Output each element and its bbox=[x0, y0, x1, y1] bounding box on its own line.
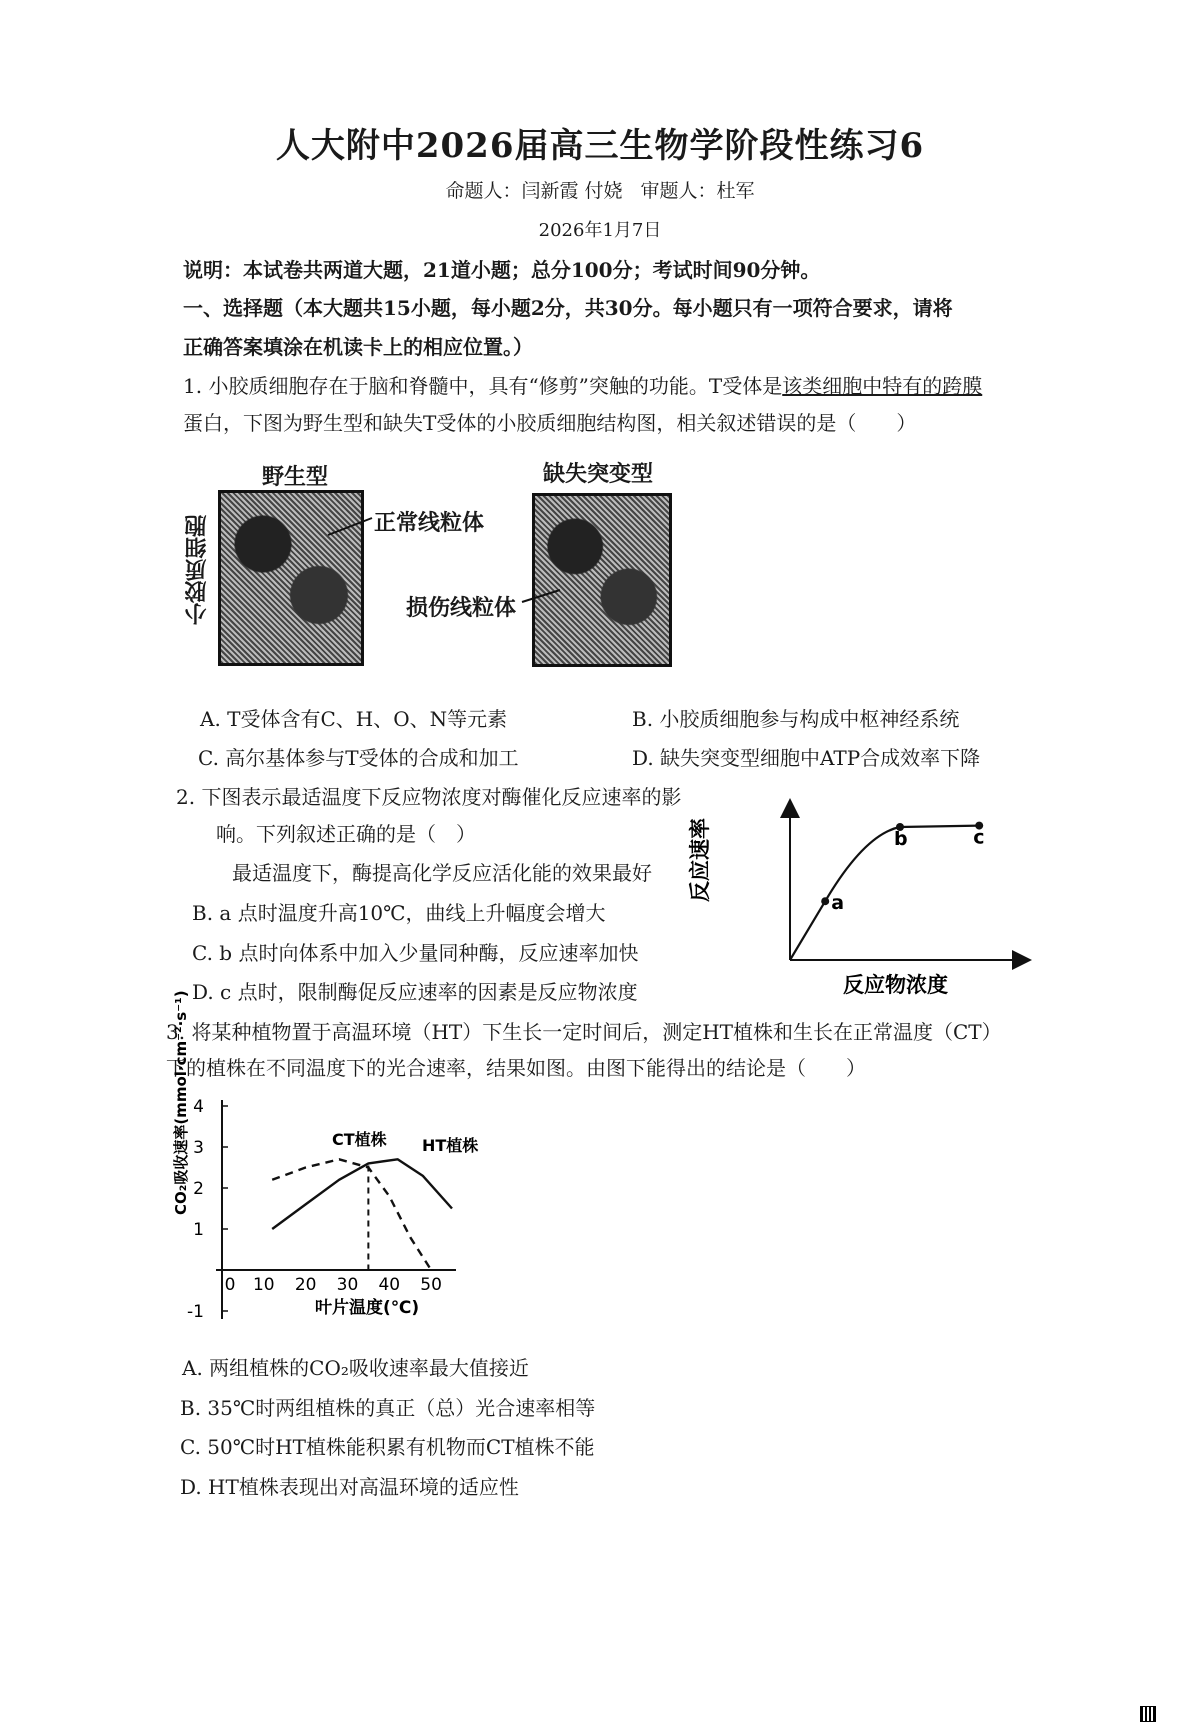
q2-points bbox=[821, 822, 984, 915]
q3-ytick-label: 1 bbox=[193, 1220, 204, 1240]
q2-point-a bbox=[821, 897, 829, 905]
q3-ytick-label: -1 bbox=[187, 1302, 204, 1322]
q2-point-label-a: a bbox=[831, 892, 845, 915]
q3-xtick-label: 30 bbox=[336, 1275, 359, 1295]
q1-option-c: C. 高尔基体参与T受体的合成和加工 bbox=[198, 746, 519, 770]
q2-stem-line1: 2. 下图表示最适温度下反应物浓度对酶催化反应速率的影 bbox=[176, 785, 682, 809]
q3-xlabel: 叶片温度(℃) bbox=[315, 1298, 420, 1318]
q1-stem-line1-a: 1. 小胶质细胞存在于脑和脊髓中，具有“修剪”突触的功能。T受体是 bbox=[183, 374, 783, 398]
q2-rate-curve bbox=[790, 826, 979, 960]
q1-damaged-mito-label: 损伤线粒体 bbox=[406, 596, 517, 621]
q1-cell-label: 小胶质细胞 bbox=[185, 515, 210, 625]
q3-xtick-label: 20 bbox=[294, 1275, 317, 1295]
q1-wild-label: 野生型 bbox=[262, 465, 329, 490]
q2-chart bbox=[688, 800, 1030, 1005]
normal-mito-pointer bbox=[328, 518, 372, 535]
q2-option-a: 最适温度下，酶提高化学反应活化能的效果最好 bbox=[232, 861, 652, 885]
page-title: 人大附中2026届高三生物学阶段性练习6 bbox=[275, 126, 925, 166]
damaged-mito-pointer bbox=[522, 590, 560, 602]
section-heading-line1: 一、选择题（本大题共15小题，每小题2分，共30分。每小题只有一项符合要求，请将 bbox=[183, 296, 953, 320]
reviewer-label: 审题人：杜军 bbox=[640, 180, 755, 202]
q1-stem-line1-b: 该类细胞中特有的跨膜 bbox=[782, 374, 983, 398]
q3-xtick-label: 10 bbox=[252, 1275, 275, 1295]
q3-option-b: B. 35℃时两组植株的真正（总）光合速率相等 bbox=[180, 1396, 596, 1420]
q2-point-label-b: b bbox=[894, 828, 908, 850]
q3-ytick-label: 3 bbox=[193, 1138, 204, 1158]
q3-xtick-label: 40 bbox=[378, 1275, 401, 1295]
q3-series-label-ct: CT植株 bbox=[332, 1130, 387, 1149]
q3-ticks bbox=[187, 1097, 442, 1322]
q1-normal-mito-label: 正常线粒体 bbox=[374, 511, 485, 536]
q3-series-line-ct bbox=[272, 1159, 431, 1270]
qr-code-icon bbox=[1140, 1706, 1156, 1722]
q3-ytick-label: 4 bbox=[193, 1097, 204, 1117]
q2-option-b: B. a 点时温度升高10℃，曲线上升幅度会增大 bbox=[192, 901, 606, 925]
exam-date: 2026年1月7日 bbox=[538, 220, 662, 241]
q2-option-d: D. c 点时，限制酶促反应速率的因素是反应物浓度 bbox=[192, 980, 638, 1004]
q1-option-d: D. 缺失突变型细胞中ATP合成效率下降 bbox=[632, 746, 981, 770]
q2-xlabel: 反应物浓度 bbox=[843, 973, 948, 997]
q3-series bbox=[272, 1159, 452, 1270]
q1-mutant-label: 缺失突变型 bbox=[543, 462, 654, 487]
q3-option-c: C. 50℃时HT植株能积累有机物而CT植株不能 bbox=[180, 1435, 595, 1459]
q3-ylabel: CO₂吸收速率(mmol·cm⁻²·s⁻¹) bbox=[172, 990, 190, 1215]
q2-ylabel: 反应速率 bbox=[688, 818, 712, 902]
q3-xtick-label: 50 bbox=[420, 1275, 442, 1295]
q2-stem-line2: 响。下列叙述正确的是（ ） bbox=[216, 822, 476, 846]
q3-xtick-label: 0 bbox=[224, 1275, 236, 1295]
q3-stem-line1: 3. 将某种植物置于高温环境（HT）下生长一定时间后，测定HT植株和生长在正常温度（CT） bbox=[166, 1020, 1002, 1044]
q3-option-a: A. 两组植株的CO₂吸收速率最大值接近 bbox=[182, 1356, 529, 1380]
q3-series-label-ht: HT植株 bbox=[422, 1136, 479, 1155]
section-heading-line2: 正确答案填涂在机读卡上的相应位置。） bbox=[183, 335, 533, 359]
q1-stem-line2: 蛋白，下图为野生型和缺失T受体的小胶质细胞结构图，相关叙述错误的是（ ） bbox=[183, 411, 917, 435]
author-label: 命题人：闫新霞 付娆 bbox=[445, 180, 623, 202]
instructions: 说明：本试卷共两道大题，21道小题；总分100分；考试时间90分钟。 bbox=[183, 258, 821, 282]
q2-option-c: C. b 点时向体系中加入少量同种酶，反应速率加快 bbox=[192, 941, 639, 965]
q3-ytick-label: 2 bbox=[193, 1179, 204, 1199]
q1-option-b: B. 小胶质细胞参与构成中枢神经系统 bbox=[632, 707, 960, 731]
q3-option-d: D. HT植株表现出对高温环境的适应性 bbox=[180, 1475, 519, 1499]
q1-option-a: A. T受体含有C、H、O、N等元素 bbox=[200, 707, 508, 731]
q3-stem-line2: 下的植株在不同温度下的光合速率，结果如图。由图下能得出的结论是（ ） bbox=[166, 1056, 866, 1080]
q2-point-label-c: c bbox=[973, 826, 985, 849]
